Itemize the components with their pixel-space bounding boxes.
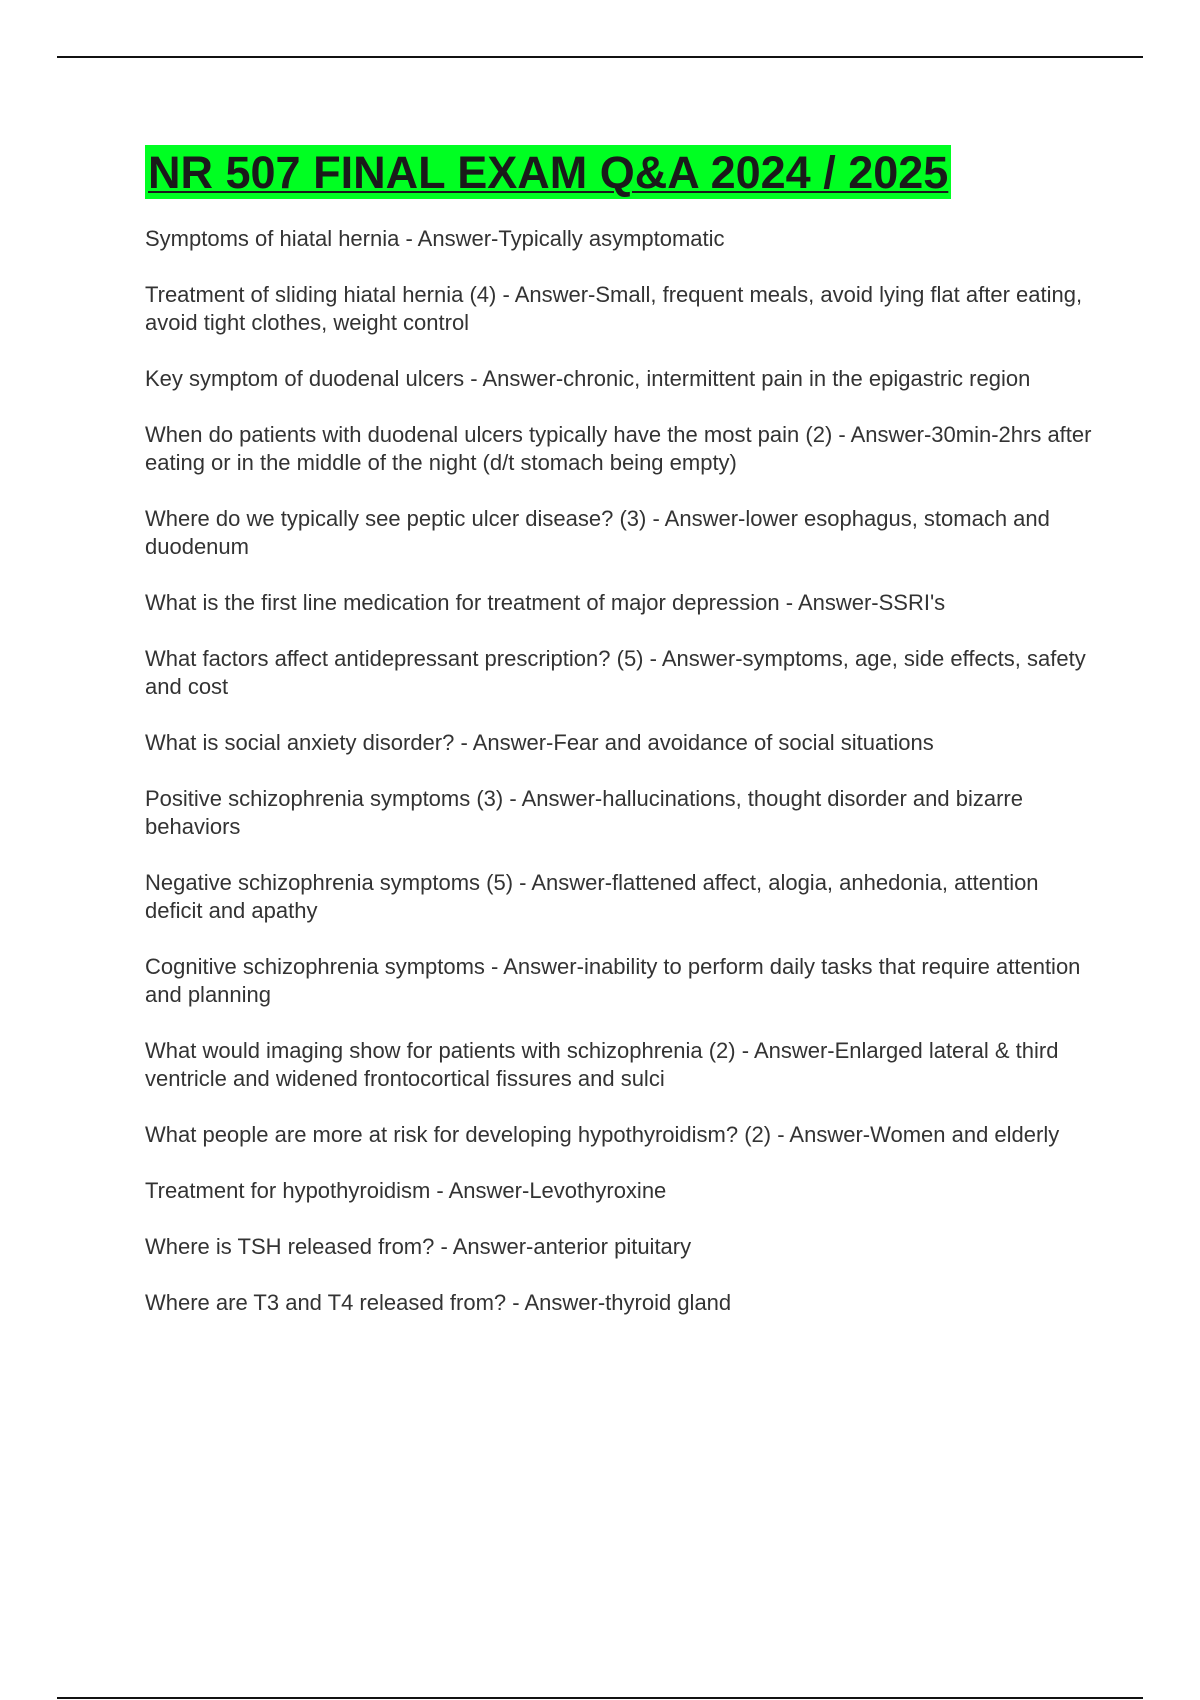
qa-item: When do patients with duodenal ulcers typically have the most pain (2) - Answer-30min-2hrs after eating or in the middle of the night (d/t stomach being empty) — [145, 422, 1092, 475]
qa-item: Treatment of sliding hiatal hernia (4) - Answer-Small, frequent meals, avoid lying flat after eating, avoid tight clothes, weight control — [145, 282, 1083, 335]
document-title: NR 507 FINAL EXAM Q&A 2024 / 2025 — [145, 145, 951, 199]
header-rule — [57, 56, 1143, 58]
qa-item: Key symptom of duodenal ulcers - Answer-chronic, intermittent pain in the epigastric region — [145, 366, 1031, 391]
document-body — [145, 145, 1095, 1345]
qa-item: Negative schizophrenia symptoms (5) - Answer-flattened affect, alogia, anhedonia, attention deficit and apathy — [145, 870, 1039, 923]
qa-item: Treatment for hypothyroidism - Answer-Levothyroxine — [145, 1178, 667, 1203]
qa-item: Symptoms of hiatal hernia - Answer-Typically asymptomatic — [145, 226, 725, 251]
qa-item: Where are T3 and T4 released from? - Answer-thyroid gland — [145, 1290, 732, 1315]
qa-item: What is social anxiety disorder? - Answer-Fear and avoidance of social situations — [145, 730, 934, 755]
qa-list — [145, 225, 1095, 1317]
qa-item: Where do we typically see peptic ulcer disease? (3) - Answer-lower esophagus, stomach and duodenum — [145, 506, 1050, 559]
qa-item: Where is TSH released from? - Answer-anterior pituitary — [145, 1234, 692, 1259]
qa-item: What would imaging show for patients with schizophrenia (2) - Answer-Enlarged lateral & third ventricle and widened frontocortical fissures and sulci — [145, 1038, 1059, 1091]
footer-rule — [57, 1697, 1143, 1699]
qa-item: What factors affect antidepressant prescription? (5) - Answer-symptoms, age, side effects, safety and cost — [145, 646, 1086, 699]
qa-item: Cognitive schizophrenia symptoms - Answer-inability to perform daily tasks that require attention and planning — [145, 954, 1081, 1007]
qa-item: What is the first line medication for treatment of major depression - Answer-SSRI's — [145, 590, 946, 615]
qa-item: What people are more at risk for developing hypothyroidism? (2) - Answer-Women and elderly — [145, 1122, 1060, 1147]
qa-item: Positive schizophrenia symptoms (3) - Answer-hallucinations, thought disorder and bizarre behaviors — [145, 786, 1023, 839]
